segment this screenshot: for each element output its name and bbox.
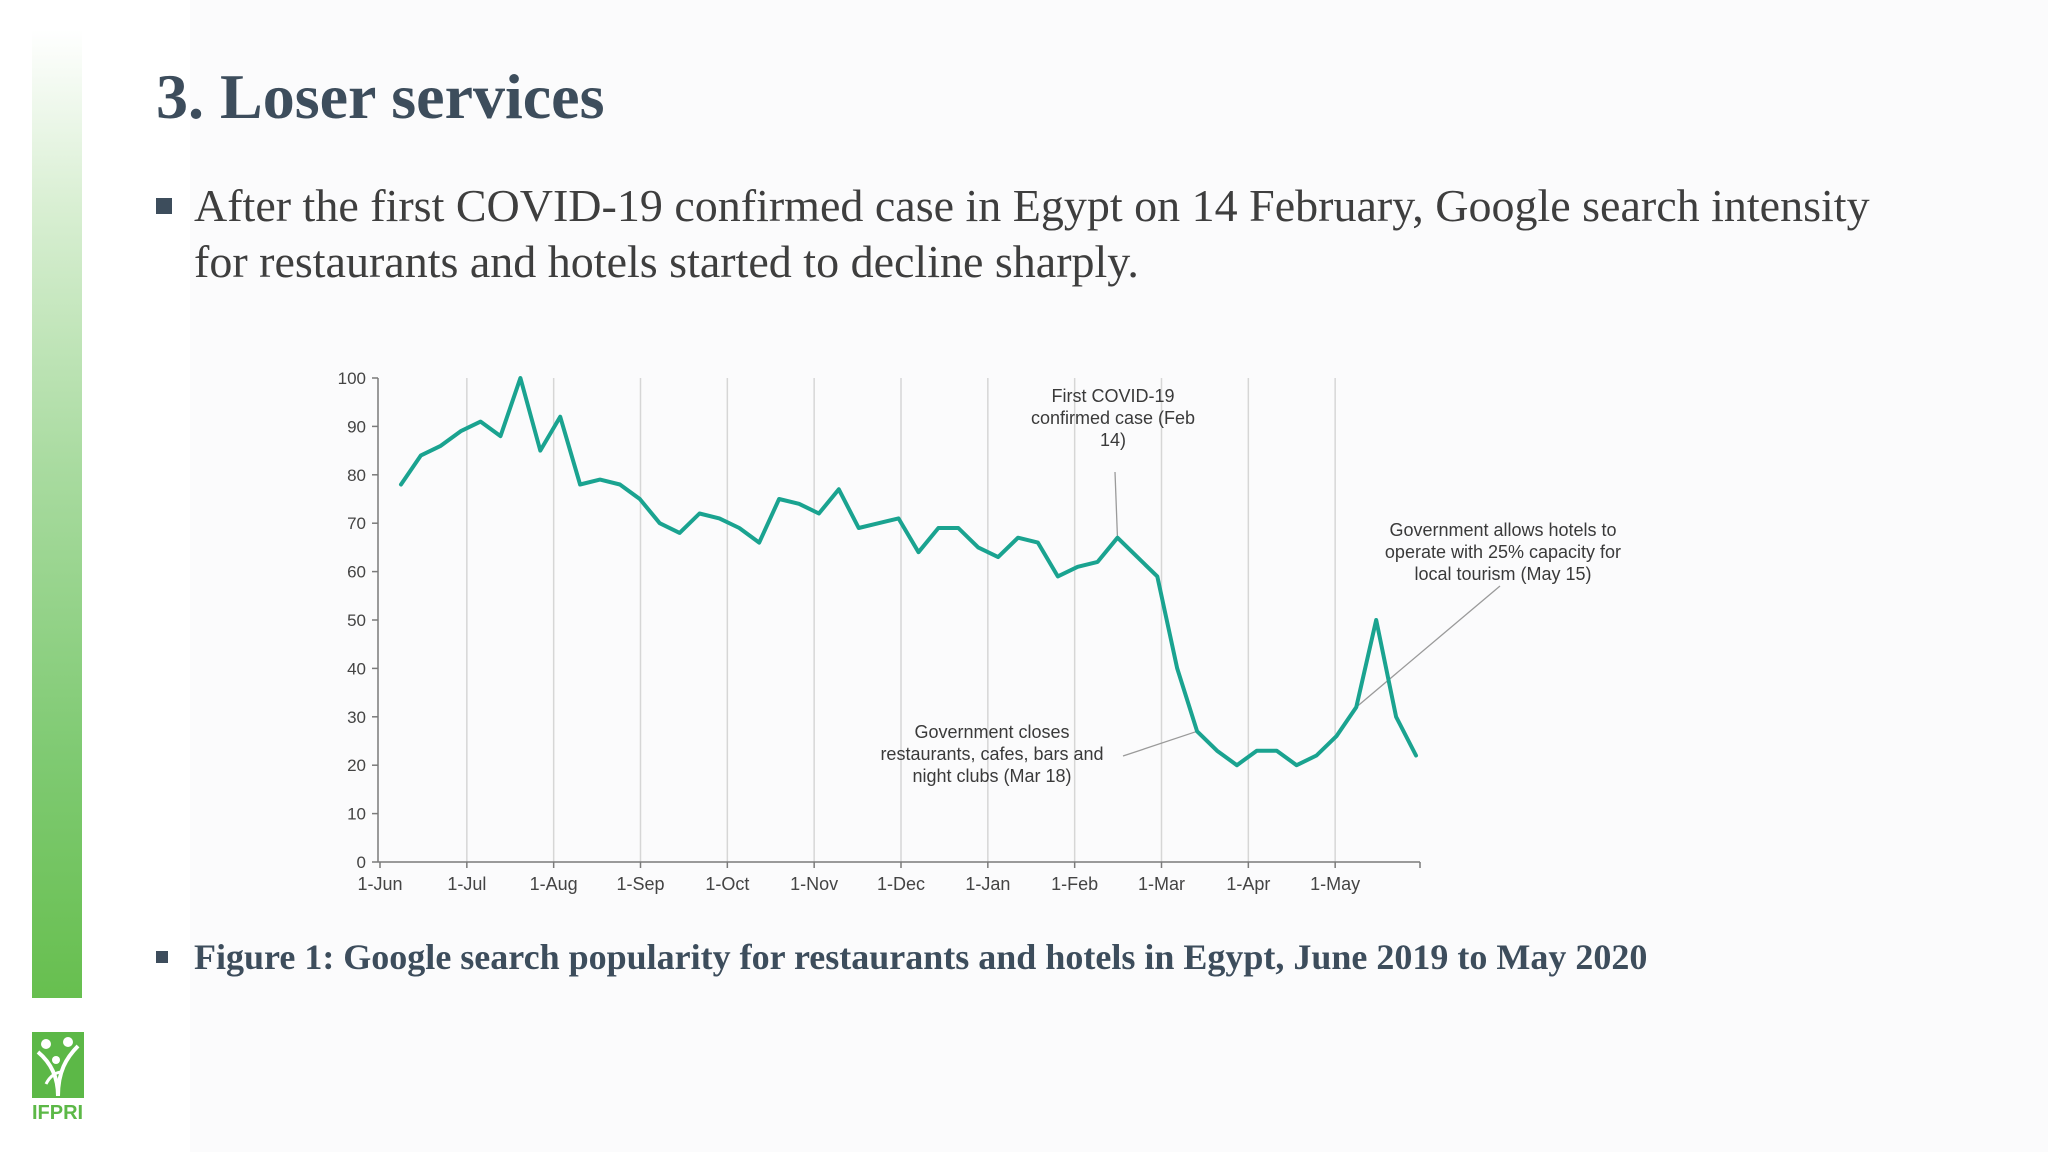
annotation-leader-line [1123,731,1197,756]
annotation-text: 14) [1099,430,1127,450]
logo-plant-icon [32,1032,84,1098]
x-tick-label: 1-Mar [1137,874,1186,894]
bullet-point [156,178,1916,290]
logo-text: IFPRI [32,1102,84,1124]
y-tick-label: 20 [347,756,366,776]
x-tick-label: 1-Jan [965,874,1011,894]
decorative-green-bar [32,30,82,998]
figure-caption-row [156,936,1956,978]
annotation-text: restaurants, cafes, bars and [880,744,1104,764]
x-tick-label: 1-May [1310,874,1361,894]
x-tick-label: 1-Sep [616,874,665,894]
x-tick-label: 1-Nov [790,874,839,894]
x-tick-label: 1-Jun [357,874,403,894]
annotation-text: operate with 25% capacity for [1384,542,1622,562]
annotation-text: confirmed case (Feb [1030,408,1196,428]
annotation-leader-line [1115,472,1117,538]
x-tick-label: 1-Apr [1226,874,1271,894]
y-tick-label: 30 [347,707,366,727]
x-tick-label: 1-Jul [447,874,487,894]
x-tick-label: 1-Aug [529,874,578,894]
ifpri-logo [32,1032,86,1132]
annotation-text: night clubs (Mar 18) [912,766,1072,786]
annotation-text: Government closes [914,722,1070,742]
bullet-text: After the first COVID-19 confirmed case in Egypt on 14 February, Google search intensity for restaurants and hotels started to decline sharply. [194,180,1870,287]
slide-title: 3. Loser services [156,61,605,132]
y-tick-label: 80 [347,465,366,485]
y-tick-label: 60 [347,562,366,582]
y-tick-label: 100 [337,369,366,388]
x-tick-label: 1-Dec [876,874,926,894]
x-tick-label: 1-Oct [705,874,750,894]
y-tick-label: 90 [347,417,366,437]
y-tick-label: 0 [356,853,366,872]
caption-bullet-icon [156,951,168,963]
y-tick-label: 40 [347,659,366,679]
y-tick-label: 70 [347,514,366,534]
figure-caption: Figure 1: Google search popularity for restaurants and hotels in Egypt, June 2019 to May 2020 [194,937,1648,977]
line-chart [320,360,1700,920]
annotation-leader-line [1356,586,1500,707]
annotation-text: Government allows hotels to [1389,520,1617,540]
bullet-square-icon [156,198,172,214]
y-tick-label: 10 [347,804,366,824]
annotation-text: First COVID-19 [1051,386,1175,406]
x-tick-label: 1-Feb [1051,874,1099,894]
chart-svg [320,360,1700,920]
annotation-text: local tourism (May 15) [1414,564,1592,584]
y-tick-label: 50 [347,611,366,630]
